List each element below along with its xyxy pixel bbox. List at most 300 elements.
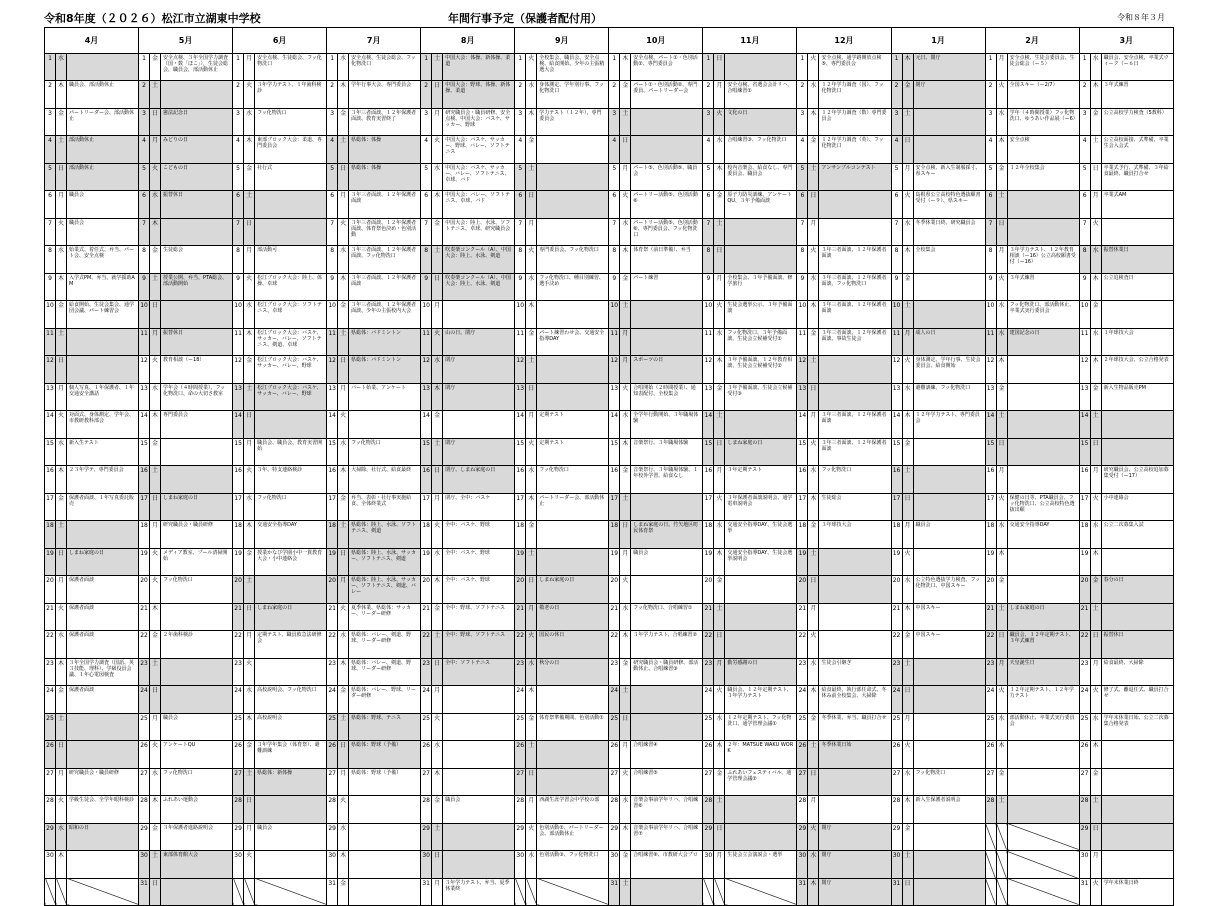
day-number: 2: [703, 81, 714, 109]
day-number: 6: [797, 191, 808, 219]
event-cell: アンケートQU: [161, 741, 233, 769]
weekday: 火: [432, 521, 443, 549]
day-number: 21: [891, 603, 902, 631]
event-cell: [819, 603, 891, 631]
day-number: 4: [45, 136, 56, 164]
weekday: 月: [150, 521, 161, 549]
event-cell: [819, 576, 891, 604]
weekday: 火: [808, 438, 819, 466]
weekday: 金: [338, 493, 349, 521]
weekday: 月: [996, 53, 1007, 81]
weekday: 土: [1090, 411, 1101, 439]
day-number: 7: [327, 218, 338, 246]
event-cell: [725, 631, 797, 659]
weekday: 木: [620, 53, 631, 81]
event-cell: 色別活動②、パートリーダー会、部活動休止: [537, 823, 609, 851]
weekday: 木: [244, 328, 255, 356]
weekday: 月: [526, 218, 537, 246]
day-number: 25: [45, 713, 56, 741]
weekday: 月: [338, 768, 349, 796]
event-cell: 全中：ソフトテニス: [443, 658, 515, 686]
event-cell: [725, 823, 797, 851]
event-cell: 全中：バスケ、野球: [443, 576, 515, 604]
event-cell: [1007, 411, 1079, 439]
weekday: 土: [620, 301, 631, 329]
weekday: 木: [996, 548, 1007, 576]
weekday: 土: [1090, 796, 1101, 824]
day-number: 5: [891, 163, 902, 191]
weekday: 水: [432, 741, 443, 769]
event-cell: [161, 301, 233, 329]
event-cell: 定期テスト: [537, 438, 609, 466]
event-cell: ふれあいフェスティバル、通学管理会議②: [725, 768, 797, 796]
day-number: 24: [515, 686, 526, 714]
day-row: [45, 273, 1174, 301]
weekday: 月: [56, 768, 67, 796]
event-cell: [67, 521, 139, 549]
event-cell: 西湖生涯学習会中学校の部: [537, 796, 609, 824]
event-cell: 閉庁: [443, 356, 515, 384]
event-cell: 身体測定、学年別行事、フッ化物洗口: [537, 81, 609, 109]
day-number: 21: [609, 603, 620, 631]
weekday: 土: [902, 301, 913, 329]
day-number: 7: [233, 218, 244, 246]
event-cell: 職員会、１２年定期テスト、３年式練習: [1007, 631, 1079, 659]
event-cell: 東部体育館大会: [161, 851, 233, 879]
event-cell: ３年三者面談、１２年保護者面談: [349, 191, 421, 219]
weekday: 木: [432, 576, 443, 604]
day-number: 24: [233, 686, 244, 714]
event-cell: [1101, 796, 1173, 824]
day-number: 6: [703, 191, 714, 219]
day-row: [45, 108, 1174, 136]
weekday: 金: [526, 713, 537, 741]
event-cell: ３年、特支連絡検診: [255, 466, 327, 494]
weekday: 土: [432, 53, 443, 81]
weekday: 月: [244, 823, 255, 851]
day-number: [703, 878, 714, 906]
day-number: 25: [139, 713, 150, 741]
weekday: 木: [902, 246, 913, 274]
event-cell: 職員会、部活動休止: [67, 81, 139, 109]
event-cell: 県総体：体操: [349, 163, 421, 191]
day-number: 13: [703, 383, 714, 411]
day-row: [45, 246, 1174, 274]
day-row: [45, 521, 1174, 549]
day-number: 10: [45, 301, 56, 329]
event-cell: 学級生徒会、全学年眼科検診: [67, 796, 139, 824]
event-cell: [913, 851, 985, 879]
day-number: 15: [233, 438, 244, 466]
weekday: 日: [714, 823, 725, 851]
day-number: 5: [421, 163, 432, 191]
event-cell: [819, 768, 891, 796]
day-number: 15: [703, 438, 714, 466]
weekday: 水: [526, 851, 537, 879]
weekday: 金: [996, 576, 1007, 604]
event-cell: [443, 301, 515, 329]
event-cell: [349, 796, 421, 824]
event-cell: 校内音楽会、給食なし、専門委員会、職員会: [725, 163, 797, 191]
event-cell: しまね家庭の日: [1007, 603, 1079, 631]
day-number: 19: [1079, 548, 1090, 576]
weekday: 木: [432, 768, 443, 796]
month-header: 3月: [1079, 28, 1173, 54]
weekday: 土: [244, 576, 255, 604]
day-number: 29: [233, 823, 244, 851]
day-number: [515, 878, 526, 906]
day-number: 25: [703, 713, 714, 741]
weekday: 日: [432, 466, 443, 494]
event-cell: バート始業、アンケート: [349, 383, 421, 411]
weekday: 火: [1090, 878, 1101, 906]
event-cell: 松江ブロック大会：ソフトテニス、卓球: [255, 301, 327, 329]
weekday: 月: [902, 521, 913, 549]
day-number: 16: [139, 466, 150, 494]
event-cell: 生徒会立会演説会・選挙: [725, 851, 797, 879]
event-cell: １２年学力テスト、専門委員会: [913, 411, 985, 439]
day-number: 15: [515, 438, 526, 466]
weekday: 火: [714, 686, 725, 714]
day-number: 16: [421, 466, 432, 494]
event-cell: [819, 356, 891, 384]
day-number: 12: [703, 356, 714, 384]
day-number: 7: [891, 218, 902, 246]
day-number: 16: [703, 466, 714, 494]
event-cell: [1007, 576, 1079, 604]
event-cell: フッ化物洗口: [349, 438, 421, 466]
day-number: 6: [327, 191, 338, 219]
weekday: 月: [620, 356, 631, 384]
day-number: 24: [891, 686, 902, 714]
event-cell: 全校集会、３年予備面談、修学旅行: [725, 273, 797, 301]
event-cell: 全中：野球、ソフトテニス: [443, 603, 515, 631]
weekday: 火: [338, 218, 349, 246]
event-cell: 全中：バスケ、野球: [443, 548, 515, 576]
event-cell: ３年学力テスト、１２年教育相談（ー16）公立高校願書受付（ー16）: [1007, 246, 1079, 274]
day-number: 10: [609, 301, 620, 329]
event-cell: [443, 713, 515, 741]
day-number: 5: [233, 163, 244, 191]
day-number: 1: [233, 53, 244, 81]
event-cell: 体育祭準備期間、色別活動①: [537, 713, 609, 741]
weekday: 火: [808, 823, 819, 851]
event-cell: 昭和の日: [67, 823, 139, 851]
event-cell: 中国大会：野球、体操、新体操、柔道: [443, 81, 515, 109]
event-cell: 振替休業日: [1101, 246, 1173, 274]
weekday: 火: [244, 273, 255, 301]
day-number: 25: [797, 713, 808, 741]
event-cell: フッ化物洗口、部活動休止、卒業式実行委員会: [1007, 301, 1079, 329]
weekday: 火: [996, 81, 1007, 109]
day-number: 16: [797, 466, 808, 494]
month-header: 12月: [797, 28, 891, 54]
weekday: 木: [1090, 548, 1101, 576]
weekday: 木: [150, 796, 161, 824]
weekday: 月: [902, 713, 913, 741]
day-number: 17: [609, 493, 620, 521]
day-number: 3: [421, 108, 432, 136]
day-number: 17: [327, 493, 338, 521]
weekday: 月: [1090, 851, 1101, 879]
weekday: 土: [902, 658, 913, 686]
day-number: 17: [233, 493, 244, 521]
weekday: 水: [996, 328, 1007, 356]
day-number: 1: [1079, 53, 1090, 81]
day-number: 15: [609, 438, 620, 466]
day-number: 31: [139, 878, 150, 906]
weekday: 木: [150, 411, 161, 439]
weekday: 金: [432, 796, 443, 824]
event-cell: [255, 796, 327, 824]
weekday: 月: [56, 383, 67, 411]
event-cell: 全中：野球、ソフトテニス: [443, 631, 515, 659]
weekday: [996, 878, 1007, 906]
weekday: 木: [1090, 356, 1101, 384]
day-number: 31: [327, 878, 338, 906]
day-number: 3: [233, 108, 244, 136]
weekday: 木: [808, 878, 819, 906]
weekday: 木: [996, 136, 1007, 164]
day-number: 18: [985, 521, 996, 549]
day-number: 26: [985, 741, 996, 769]
day-number: 25: [891, 713, 902, 741]
event-cell: [819, 548, 891, 576]
day-number: 6: [421, 191, 432, 219]
event-cell: 夏季休業、県総体：サッカー、リーダー研修: [349, 603, 421, 631]
day-number: 23: [985, 658, 996, 686]
event-cell: 研究職員会・職員研修: [161, 521, 233, 549]
day-number: 14: [985, 411, 996, 439]
day-number: 15: [327, 438, 338, 466]
weekday: 土: [432, 438, 443, 466]
event-cell: 中国大会：バスケ、サッカー、野球、バレー、ソフトテニス: [443, 136, 515, 164]
weekday: 月: [714, 466, 725, 494]
event-cell: [537, 136, 609, 164]
issue-date: 令和８年３月: [1117, 13, 1165, 22]
weekday: 日: [902, 493, 913, 521]
weekday: 金: [808, 136, 819, 164]
day-number: 8: [233, 246, 244, 274]
weekday: 木: [902, 411, 913, 439]
day-number: 14: [421, 411, 432, 439]
weekday: 金: [996, 163, 1007, 191]
day-number: 10: [1079, 301, 1090, 329]
day-number: 20: [139, 576, 150, 604]
event-cell: しまね家庭の日: [161, 493, 233, 521]
day-row: [45, 81, 1174, 109]
event-cell: ３年定期テスト: [725, 466, 797, 494]
event-cell: 松江ブロック大会：陸上、体操、卓球: [255, 273, 327, 301]
weekday: 金: [620, 273, 631, 301]
day-number: 19: [45, 548, 56, 576]
event-cell: １２年学力調査（英）、フッ化物洗口: [819, 136, 891, 164]
event-cell: ３年予備面談、１２年教育相談、生徒会立候補受付②: [725, 356, 797, 384]
event-cell: [1101, 301, 1173, 329]
day-number: 14: [703, 411, 714, 439]
weekday: 月: [996, 658, 1007, 686]
weekday: 土: [996, 796, 1007, 824]
day-number: 25: [1079, 713, 1090, 741]
weekday: 金: [808, 328, 819, 356]
weekday: 月: [714, 273, 725, 301]
event-cell: しまね家庭の日: [67, 548, 139, 576]
weekday: 金: [808, 521, 819, 549]
day-number: 13: [327, 383, 338, 411]
weekday: 日: [714, 53, 725, 81]
event-cell: ３年保護者面談説明会、通学電車説明会: [725, 493, 797, 521]
month-header: 9月: [515, 28, 609, 54]
event-cell: 合唱練習④: [631, 741, 703, 769]
event-cell: パートリー活動⑤、色別活動⑥、専門委員会、フッ化物洗口: [631, 218, 703, 246]
day-number: 8: [327, 246, 338, 274]
event-cell: [537, 383, 609, 411]
weekday: 火: [526, 631, 537, 659]
day-row: [45, 301, 1174, 329]
event-cell: 学年会（４時間授業）、フッ化物洗口、命の大切さ教室: [161, 383, 233, 411]
event-cell: ２３年学テ、専門委員会: [67, 466, 139, 494]
day-number: 23: [139, 658, 150, 686]
day-number: 10: [703, 301, 714, 329]
event-cell: 職員会: [913, 521, 985, 549]
event-cell: 授業公開、弁当、PTA総会、部活動開始: [161, 273, 233, 301]
day-number: 20: [233, 576, 244, 604]
weekday: 木: [1090, 81, 1101, 109]
weekday: 土: [996, 411, 1007, 439]
day-row: [45, 851, 1174, 879]
event-cell: [1007, 466, 1079, 494]
day-number: 29: [797, 823, 808, 851]
day-number: 21: [233, 603, 244, 631]
event-cell: 新入生保護者説明会: [913, 796, 985, 824]
event-cell: 山の日、閉庁: [443, 328, 515, 356]
day-number: 9: [421, 273, 432, 301]
day-number: 14: [1079, 411, 1090, 439]
day-number: 28: [797, 796, 808, 824]
weekday: 日: [1090, 823, 1101, 851]
event-cell: [819, 191, 891, 219]
event-cell: パート練習わせ会、交通安全指導DAY: [537, 328, 609, 356]
day-number: 9: [891, 273, 902, 301]
weekday: 日: [526, 383, 537, 411]
day-number: 19: [421, 548, 432, 576]
weekday: 火: [56, 411, 67, 439]
event-cell: 中国スキー: [913, 603, 985, 631]
weekday: 月: [620, 741, 631, 769]
day-number: 26: [609, 741, 620, 769]
event-cell: 交通安全指導DAY、生徒会選挙説明会: [725, 548, 797, 576]
weekday: 水: [714, 328, 725, 356]
event-cell: ３年学年集会（体育祭）、避難訓練: [255, 741, 327, 769]
weekday: 水: [432, 163, 443, 191]
day-number: 9: [703, 273, 714, 301]
day-number: 27: [1079, 768, 1090, 796]
day-number: 13: [515, 383, 526, 411]
weekday: 火: [338, 603, 349, 631]
day-number: [985, 878, 996, 906]
day-number: 17: [891, 493, 902, 521]
event-cell: 合唱開始（２時間授業）、通知表配付、全校集会: [631, 383, 703, 411]
weekday: 月: [150, 136, 161, 164]
event-cell: [1007, 191, 1079, 219]
day-number: 30: [891, 851, 902, 879]
weekday: 木: [620, 823, 631, 851]
weekday: 火: [56, 603, 67, 631]
event-cell: 憲法記念日: [161, 108, 233, 136]
weekday: [996, 823, 1007, 851]
weekday: 月: [1090, 191, 1101, 219]
weekday: 木: [338, 273, 349, 301]
event-cell: [631, 686, 703, 714]
day-number: 28: [421, 796, 432, 824]
weekday: 日: [1090, 438, 1101, 466]
event-cell: [443, 686, 515, 714]
day-number: 6: [609, 191, 620, 219]
day-number: 26: [421, 741, 432, 769]
event-cell: 体育祭（前日準備）、弁当: [631, 246, 703, 274]
weekday: 土: [808, 356, 819, 384]
event-cell: 新入生物品販売PM: [1101, 383, 1173, 411]
day-number: 11: [327, 328, 338, 356]
event-cell: [913, 658, 985, 686]
weekday: 土: [808, 548, 819, 576]
weekday: 月: [620, 163, 631, 191]
weekday: 日: [902, 686, 913, 714]
page-header: [0, 0, 1215, 26]
weekday: 日: [338, 548, 349, 576]
weekday: 水: [996, 301, 1007, 329]
day-row: [45, 603, 1174, 631]
day-number: 11: [797, 328, 808, 356]
event-cell: ３年三者面談、１２年保護者面談、教育実習終了: [349, 108, 421, 136]
day-number: 3: [891, 108, 902, 136]
weekday: 月: [56, 576, 67, 604]
day-number: 1: [609, 53, 620, 81]
weekday: 水: [244, 108, 255, 136]
weekday: 火: [902, 741, 913, 769]
event-cell: [1101, 218, 1173, 246]
event-cell: フッ化物洗口: [537, 466, 609, 494]
weekday: 月: [526, 411, 537, 439]
day-number: 12: [421, 356, 432, 384]
event-cell: [255, 658, 327, 686]
event-cell: しまね家庭の日: [725, 438, 797, 466]
weekday: 土: [1090, 603, 1101, 631]
day-number: 14: [609, 411, 620, 439]
event-cell: こどもの日: [161, 163, 233, 191]
weekday: 水: [714, 136, 725, 164]
weekday: 水: [526, 273, 537, 301]
event-cell: 音楽会事前学年リハ、合唱練習⑦: [631, 823, 703, 851]
event-cell: [537, 686, 609, 714]
day-number: 30: [421, 851, 432, 879]
event-cell: フッ化物洗口、３年予備面談、生徒会立候補受付①: [725, 328, 797, 356]
event-cell: [67, 741, 139, 769]
weekday: 木: [620, 438, 631, 466]
day-number: 11: [45, 328, 56, 356]
weekday: 金: [1090, 383, 1101, 411]
weekday: 木: [808, 108, 819, 136]
event-cell: 松江ブロック大会：バスケ、サッカー、バレー、野球: [255, 356, 327, 384]
day-number: 1: [891, 53, 902, 81]
event-cell: [913, 823, 985, 851]
day-row: [45, 576, 1174, 604]
event-cell: [255, 411, 327, 439]
day-number: 28: [609, 796, 620, 824]
day-number: 10: [891, 301, 902, 329]
weekday: 水: [808, 273, 819, 301]
event-cell: 授業かなび学園小中一貫教育大会・小中連絡会: [255, 548, 327, 576]
